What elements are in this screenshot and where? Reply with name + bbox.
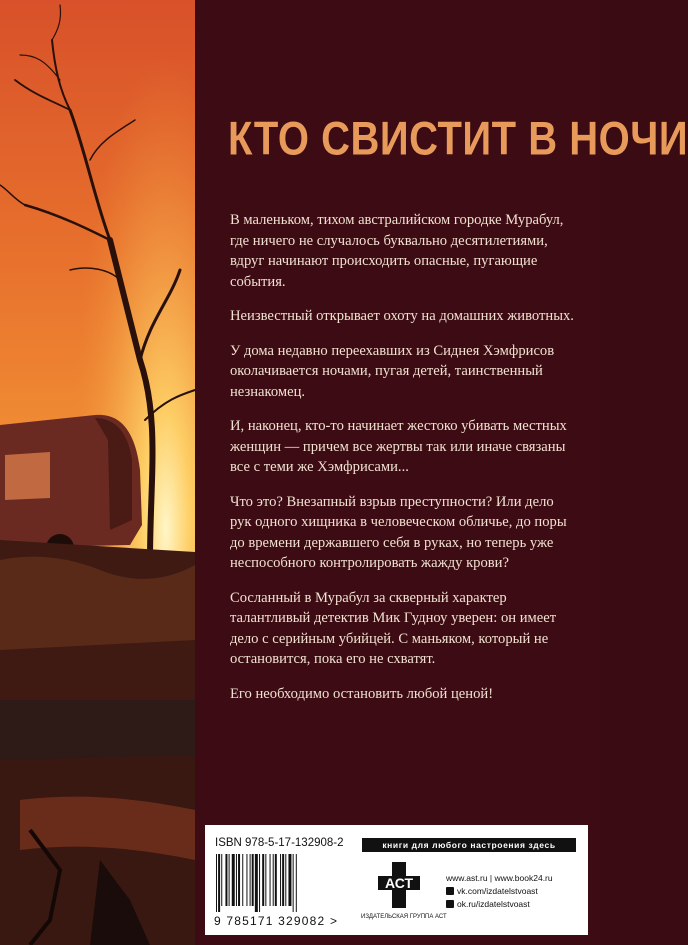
paragraph: Что это? Внезапный взрыв преступности? Или дело рук одного хищника в человеческом обличье, до поры до времени державшего себя в руках, но теперь уже неспособного контролировать жажду крови?: [230, 493, 567, 571]
paragraph: Неизвестный открывает охоту на домашних животных.: [230, 308, 574, 324]
paragraph: И, наконец, кто-то начинает жестоко убивать местных женщин — причем все жертвы так или иначе связаны все с теми же Хэмфрисами...: [230, 418, 567, 475]
book-title: КТО СВИСТИТ В НОЧИ: [228, 113, 688, 165]
publisher-links: [446, 872, 553, 911]
ast-logo-icon: [372, 858, 426, 912]
sunset-landscape-illustration: [0, 0, 195, 945]
vk-icon: [446, 887, 454, 895]
paragraph: Его необходимо остановить любой ценой!: [230, 685, 494, 702]
paragraph: У дома недавно переехавших из Сиднея Хэмфрисов околачивается ночами, пугая детей, таинственный незнакомец.: [230, 342, 555, 400]
annotation-text: [230, 210, 575, 718]
isbn-label: ISBN 978-5-17-132908-2: [215, 837, 344, 849]
website-link: www.ast.ru | www.book24.ru: [446, 873, 553, 883]
paragraph: В маленьком, тихом австралийском городке Мурабул, где ничего не случалось буквально десятилетиями, вдруг начинают происходить опасные, пугающие события.: [230, 212, 564, 290]
cover-illustration: [0, 0, 195, 945]
barcode-digits: 9 785171 329082 >: [214, 914, 339, 928]
logo-text: АСТ: [384, 875, 414, 891]
vk-link: vk.com/izdatelstvoast: [446, 885, 553, 898]
ok-link: ok.ru/izdatelstvoast: [446, 898, 553, 911]
publisher-name: ИЗДАТЕЛЬСКАЯ ГРУППА АСТ: [361, 914, 447, 920]
ok-icon: [446, 900, 454, 908]
paragraph: Сосланный в Мурабул за скверный характер талантливый детектив Мик Гудноу уверен: он имеет дело с серийным убийцей. С маньяком, который не остановится, пока его не схватят.: [230, 589, 557, 667]
publisher-slogan: книги для любого настроения здесь: [362, 838, 576, 852]
barcode-icon: [214, 854, 346, 912]
